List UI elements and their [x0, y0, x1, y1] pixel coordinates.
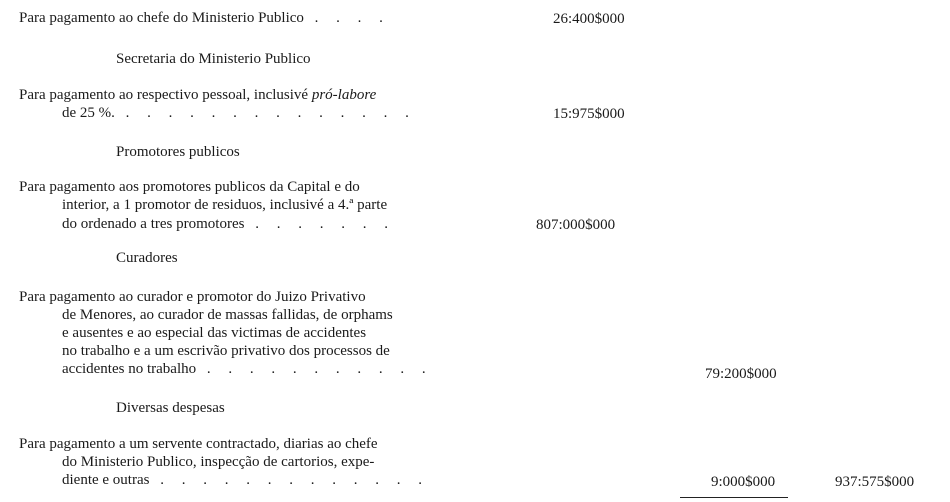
promotores-line-1: Para pagamento aos promotores publicos da Capital e do — [19, 179, 360, 195]
heading-curadores: Curadores — [116, 250, 178, 266]
heading-promotores: Promotores publicos — [116, 144, 240, 160]
heading-secretaria: Secretaria do Ministerio Publico — [116, 51, 311, 67]
secretaria-line-2-text: de 25 %. — [62, 105, 115, 121]
heading-diversas: Diversas despesas — [116, 400, 225, 416]
diversas-leader: . . . . . . . . . . . . . — [149, 472, 429, 488]
diversas-line-1: Para pagamento a um servente contractado, diarias ao chefe — [19, 436, 378, 452]
secretaria-line-1b: pró-labore — [311, 87, 377, 103]
sum-rule — [680, 497, 788, 498]
promotores-leader: . . . . . . . — [244, 216, 395, 232]
curadores-amount: 79:200$000 — [705, 366, 777, 382]
diversas-line-3 — [62, 473, 429, 488]
item-chefe-leader: . . . . — [303, 10, 390, 26]
secretaria-line-1a: Para pagamento ao respectivo pessoal, inclusivé — [19, 87, 312, 103]
secretaria-amount: 15:975$000 — [553, 106, 625, 122]
item-chefe-amount: 26:400$000 — [553, 11, 625, 27]
grand-total-amount: 937:575$000 — [835, 474, 915, 490]
item-chefe-label: Para pagamento ao chefe do Ministerio Publico — [19, 10, 304, 26]
promotores-line-2: interior, a 1 promotor de residuos, inclusivé a 4.ª parte — [62, 197, 388, 213]
promotores-line-3 — [62, 217, 395, 232]
promotores-amount: 807:000$000 — [536, 217, 616, 233]
item-chefe-text — [19, 11, 390, 26]
diversas-line-2: do Ministerio Publico, inspecção de cartorios, expe- — [62, 454, 375, 470]
secretaria-line-2 — [62, 106, 416, 121]
secretaria-leader: . . . . . . . . . . . . . . — [114, 105, 416, 121]
curadores-line-5 — [62, 362, 433, 377]
diversas-amount: 9:000$000 — [711, 474, 776, 490]
curadores-line-4: no trabalho e a um escrivão privativo dos processos de — [62, 343, 390, 359]
curadores-line-5-text: accidentes no trabalho — [62, 361, 197, 377]
curadores-line-1: Para pagamento ao curador e promotor do Juizo Privativo — [19, 289, 366, 305]
promotores-line-3-text: do ordenado a tres promotores — [62, 216, 245, 232]
curadores-line-2: de Menores, ao curador de massas fallidas, de orphams — [62, 307, 393, 323]
curadores-line-3: e ausentes e ao especial das victimas de accidentes — [62, 325, 367, 341]
curadores-leader: . . . . . . . . . . . — [196, 361, 433, 377]
diversas-line-3-text: diente e outras — [62, 472, 150, 488]
secretaria-line-1 — [19, 88, 376, 103]
